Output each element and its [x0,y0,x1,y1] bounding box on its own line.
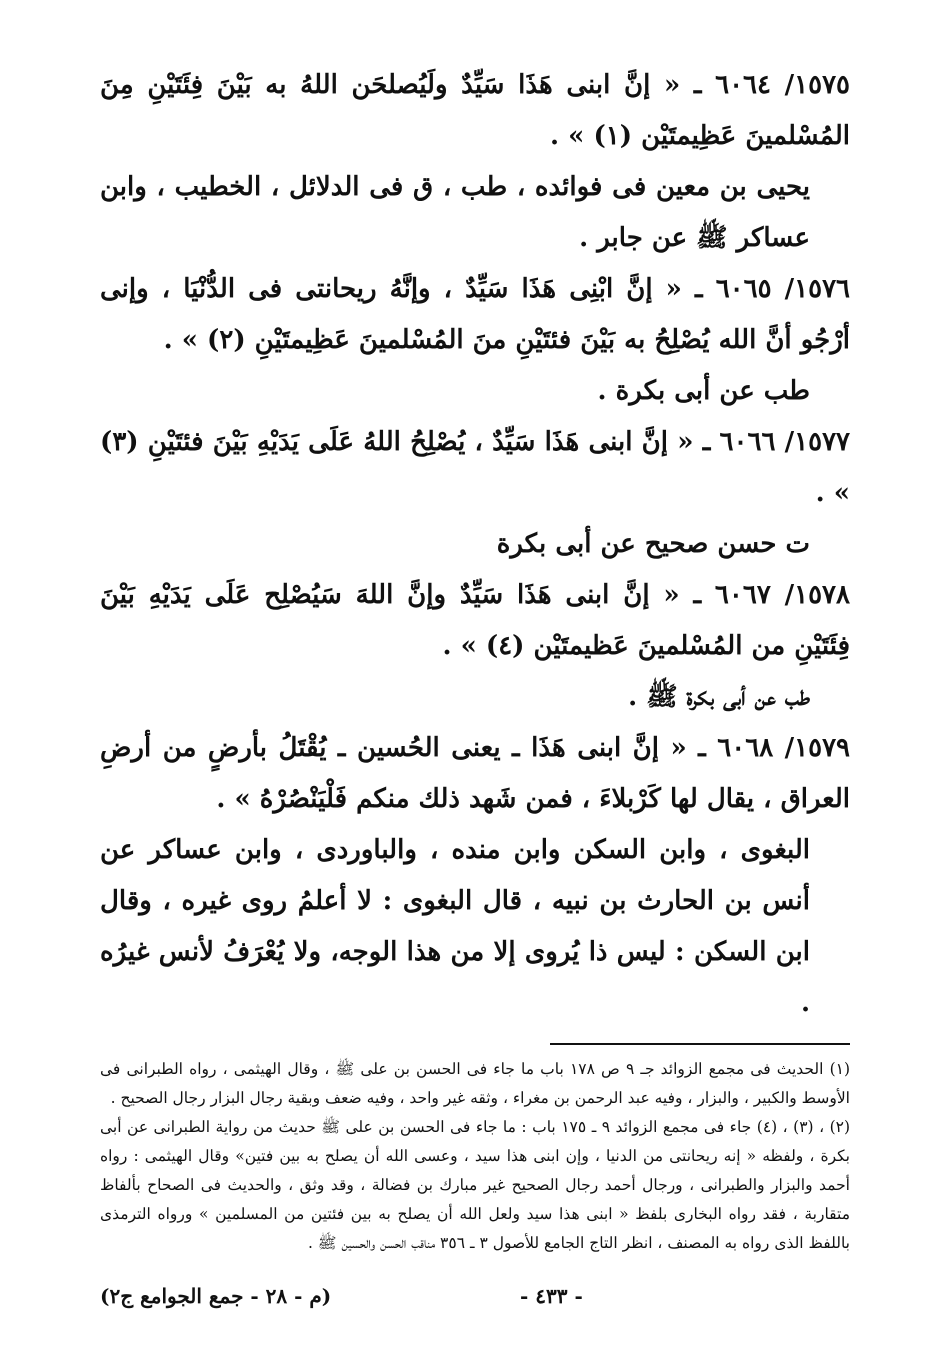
source-1577: ت حسن صحيح عن أبى بكرة [496,529,810,559]
page-number: - ٤٣٣ - [520,1284,583,1308]
hadith-1576: ١٥٧٦/ ٦٠٦٥ ـ « إنَّ ابْنِى هَذَا سَيِّدٌ ، وإنَّهُ ريحانتى فى الدُّنْيَا ، وإنى أرْجُو أنَّ الله يُصْلِحُ به بَيْنَ فئتَيْنِ منَ المُسْلمينَ عَظِيمتَيْنِ (٢) » . [100,274,850,355]
footnote-divider [550,1043,850,1045]
main-text [100,60,850,1029]
source-1579: البغوى ، وابن السكن وابن منده ، والباوردى ، وابن عساكر عن أنس بن الحارث بن نبيه ، قال البغوى : لا أعلمُ روى غيره ، وقال ابن السكن : ليس ذا يُروى إلا من هذا الوجه، ولا يُعْرَفُ لأنس غيرُه . [100,835,810,1018]
footnote-2-3-4: (٢) ، (٣) ، (٤) جاء فى مجمع الزوائد ٩ ـ ١٧٥ باب : ما جاء فى الحسن بن على ﷺ حديث من رواية الطبرانى عن أبى بكرة ، ولفظه « إنه ريحانتى من الدنيا ، وإن ابنى هذا سيد ، وعسى الله أن يصلح به بين فتين» وقال الهيثمى : رواه أحمد والبزار والطبرانى ، ورجال أحمد رجال الصحيح غير مبارك بن فضالة ، وقد وثق ، والحديث فى الصحاح بألفاظ متقاربة ، فقد رواه البخارى بلفظ « ابنى هذا سيد ولعل الله أن يصلح به بين فئتين من المسلمين » ورواه الترمذى باللفظ الذى رواه به المصنف ، انظر التاج الجامع للأصول ٣ ـ ٣٥٦ مناقب الحسن والحسين ﷺ . [100,1118,851,1252]
source-1578: طب عن أبى بكرة ﷺ . [628,682,810,712]
footnote-1: (١) الحديث فى مجمع الزوائد جـ ٩ ص ١٧٨ باب ما جاء فى الحسن بن على ﷺ ، وقال الهيثمى ، رواه الطبرانى فى الأوسط والكبير ، والبزار ، وفيه عبد الرحمن بن مغراء ، وثقه غير واحد ، وفيه ضعف وبقية رجال البزار رجال الصحيح . [100,1060,851,1107]
hadith-1578: ١٥٧٨/ ٦٠٦٧ ـ « إنَّ ابنى هَذَا سَيِّدٌ وإنَّ اللهَ سَيُصْلِح عَلَى يَدَيْهِ بَيْنَ فِئَتَيْنِ من المُسْلمينَ عَظيمتَيْن (٤) » . [100,580,850,661]
hadith-1579: ١٥٧٩/ ٦٠٦٨ ـ « إنَّ ابنى هَذَا ـ يعنى الحُسين ـ يُقْتَلُ بأرضٍ من أرضِ العراق ، يقال لها كَرْبلاءَ ، فمن شَهد ذلك منكم فَلْيَنْصُرْهُ » . [100,733,850,814]
hadith-1577: ١٥٧٧/ ٦٠٦٦ ـ « إنَّ ابنى هَذَا سَيِّدٌ ، يُصْلِحُ اللهُ عَلَى يَدَيْهِ بَيْنَ فئتَيْنِ (٣) » . [100,427,850,508]
signature-mark: (م - ٢٨ - جمع الجوامع ج٢) [100,1284,332,1308]
hadith-1575: ١٥٧٥/ ٦٠٦٤ ـ « إنَّ ابنى هَذَا سَيِّدٌ ولَيُصلحَن اللهُ به بَيْنَ فِئَتَيْنِ مِنَ المُسْلمينَ عَظِيمتَيْن (١) » . [100,70,850,151]
source-1575: يحيى بن معين فى فوائده ، طب ، ق فى الدلائل ، الخطيب ، وابن عساكر ﷺ عن جابر . [100,172,810,253]
footnotes [100,1055,850,1258]
source-1576: طب عن أبى بكرة . [597,376,810,406]
